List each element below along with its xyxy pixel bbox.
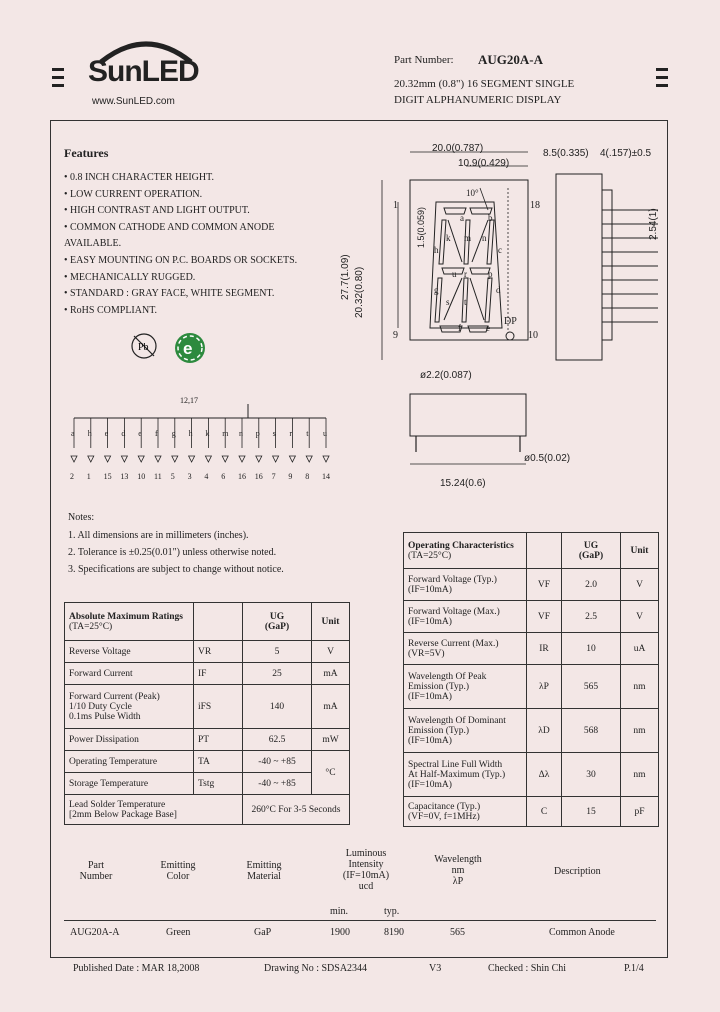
circuit-pin: 16 xyxy=(238,472,246,481)
diode-symbol xyxy=(323,456,329,462)
features-title: Features xyxy=(64,146,109,160)
diode-symbol xyxy=(205,456,211,462)
abs-max-title: Absolute Maximum Ratings xyxy=(69,611,184,622)
table-row: Operating Temperature TA -40 ~ +85 °C xyxy=(65,751,350,773)
note-1: 1. All dimensions are in millimeters (inches). xyxy=(68,530,249,541)
dim-pin-diameter: ø0.5(0.02) xyxy=(524,453,571,464)
sel-color: Green xyxy=(166,927,191,938)
segment-letter: p xyxy=(488,269,493,279)
table-row: Reverse Current (Max.) (VR=5V) IR 10 uA xyxy=(404,633,659,665)
feature-item: • HIGH CONTRAST AND LIGHT OUTPUT. xyxy=(64,205,250,217)
segment-letter: h xyxy=(434,245,439,255)
header-desc-2: DIGIT ALPHANUMERIC DISPLAY xyxy=(394,94,562,106)
sel-part: AUG20A-A xyxy=(70,927,120,938)
feature-item: • LOW CURRENT OPERATION. xyxy=(64,188,203,200)
note-3: 3. Specifications are subject to change without notice. xyxy=(68,564,284,575)
segment-letters xyxy=(430,205,510,335)
diode-symbol xyxy=(172,456,178,462)
brand-logo: SunLED xyxy=(88,55,199,88)
abs-max-table xyxy=(64,602,350,825)
notes-title: Notes: xyxy=(68,512,95,523)
logo-bar-right-3 xyxy=(656,84,668,87)
circuit-pin: 2 xyxy=(70,472,74,481)
diode-symbol xyxy=(306,456,312,462)
sel-min: 1900 xyxy=(330,927,350,938)
diode-symbol xyxy=(138,456,144,462)
segment-letter: f xyxy=(458,323,461,333)
circuit-letter: p xyxy=(255,429,260,438)
sel-typ: 8190 xyxy=(384,927,404,938)
abs-max-col-ug: UG xyxy=(269,611,285,622)
feature-item: • 0.8 INCH CHARACTER HEIGHT. xyxy=(64,172,214,183)
segment-letter: s xyxy=(446,297,450,307)
diode-symbol xyxy=(71,456,77,462)
circuit-letter: h xyxy=(87,429,92,438)
circuit-pin: 9 xyxy=(288,472,293,481)
segment-letter: g xyxy=(434,285,439,295)
common-pins-label: 12,17 xyxy=(180,396,198,405)
logo-bar-right-2 xyxy=(656,76,668,79)
dim-angle: 10° xyxy=(466,188,479,198)
segment-letter: n xyxy=(482,233,487,243)
bottom-view-drawing xyxy=(400,390,540,470)
feature-item: • STANDARD : GRAY FACE, WHITE SEGMENT. xyxy=(64,288,275,300)
sel-description: Common Anode xyxy=(549,927,615,938)
circuit-pin: 16 xyxy=(254,472,263,481)
circuit-pin: 4 xyxy=(204,472,209,481)
footer-checked: Checked : Shin Chi xyxy=(488,963,567,974)
segment-letter: t xyxy=(464,297,467,307)
svg-text:e: e xyxy=(183,339,193,358)
diode-symbol xyxy=(105,456,111,462)
table-row: Forward Current IF 25 mA xyxy=(65,663,350,685)
circuit-letter: d xyxy=(121,429,126,438)
table-row: Forward Voltage (Typ.) (IF=10mA) VF 2.0 V xyxy=(404,569,659,601)
segment-letter: b xyxy=(488,213,493,223)
circuit-letter: n xyxy=(239,429,243,438)
circuit-letter: a xyxy=(71,429,75,438)
sel-material: GaP xyxy=(254,927,272,938)
sel-divider xyxy=(64,920,656,921)
header-desc-1: 20.32mm (0.8") 16 SEGMENT SINGLE xyxy=(394,78,575,90)
logo-bar-left-3 xyxy=(52,84,64,87)
table-row: Wavelength Of Peak Emission (Typ.) (IF=10mA) λP 565 nm xyxy=(404,665,659,709)
logo-bar-left-1 xyxy=(52,68,64,71)
dim-pitch: 2.54(1) xyxy=(648,208,659,240)
feature-item: • EASY MOUNTING ON P.C. BOARDS OR SOCKETS. xyxy=(64,254,298,266)
footer-drawing: Drawing No : SDSA2344 xyxy=(264,963,368,974)
dp-label: DP xyxy=(504,316,517,327)
feature-item: • MECHANICALLY RUGGED. xyxy=(64,271,196,283)
front-view-drawing xyxy=(370,140,670,370)
diode-symbol xyxy=(289,456,295,462)
footer-published: Published Date : MAR 18,2008 xyxy=(73,963,200,974)
diode-symbol xyxy=(189,456,195,462)
diode-symbol xyxy=(121,456,127,462)
dim-row-spacing: 15.24(0.6) xyxy=(440,478,486,489)
table-row: Spectral Line Full Width At Half-Maximum (Typ.) (IF=10mA) Δλ 30 nm xyxy=(404,753,659,797)
circuit-pin: 1 xyxy=(86,472,91,481)
segment-letter: a xyxy=(460,213,464,223)
circuit-pin: 15 xyxy=(103,472,112,481)
svg-text:Pb: Pb xyxy=(138,342,149,353)
circuit-pin: 5 xyxy=(170,472,175,481)
circuit-letter: e xyxy=(104,429,109,438)
circuit-letter: k xyxy=(205,429,210,438)
dim-seg-top: 1.5(0.059) xyxy=(416,206,426,248)
circuit-letter: m xyxy=(222,429,229,438)
diode-symbol xyxy=(273,456,279,462)
circuit-letter: r xyxy=(289,429,293,438)
rohs-e-icon xyxy=(172,330,208,366)
note-2: 2. Tolerance is ±0.25(0.01") unless otherwise noted. xyxy=(68,547,277,558)
sel-col-intensity: Luminous Intensity (IF=10mA) ucd xyxy=(342,848,390,892)
dim-side-a: 8.5(0.335) xyxy=(543,148,589,159)
circuit-letters xyxy=(60,429,340,441)
sel-col-wavelength: Wavelength nm λP xyxy=(434,854,482,887)
circuit-letter: t xyxy=(306,429,309,438)
features-list xyxy=(64,170,297,319)
dim-char-height: 20.32(0.80) xyxy=(354,266,365,318)
table-row: Wavelength Of Dominant Emission (Typ.) (IF=10mA) λD 568 nm xyxy=(404,709,659,753)
part-number-value: AUG20A-A xyxy=(478,52,543,67)
circuit-letter: s xyxy=(272,429,276,438)
pin-10-label: 10 xyxy=(528,330,538,341)
dim-width: 20.0(0.787) xyxy=(432,143,484,154)
sel-sub-typ: typ. xyxy=(384,906,400,917)
pin-9-label: 9 xyxy=(393,330,398,341)
circuit-letter: e xyxy=(138,429,142,438)
op-char-title: Operating Characteristics xyxy=(408,540,514,551)
segment-letter: k xyxy=(446,233,451,243)
circuit-pin: 13 xyxy=(120,472,129,481)
abs-max-col-mat: (GaP) xyxy=(264,621,290,632)
diode-symbol xyxy=(256,456,262,462)
circuit-letter: u xyxy=(323,429,327,438)
sel-col-description: Description xyxy=(554,866,601,877)
dim-side-b: 4(.157)±0.5 xyxy=(600,148,652,159)
circuit-letter: f xyxy=(155,429,158,438)
feature-item: • COMMON CATHODE AND COMMON ANODE xyxy=(64,221,275,233)
circuit-pin: 11 xyxy=(154,472,162,481)
footer-version: V3 xyxy=(429,963,442,974)
segment-letter: e xyxy=(486,323,490,333)
sel-sub-min: min. xyxy=(330,906,349,917)
segment-letter: c xyxy=(498,245,502,255)
table-row: Forward Voltage (Max.) (IF=10mA) VF 2.5 V xyxy=(404,601,659,633)
logo-bar-left-2 xyxy=(52,76,64,79)
table-row: Capacitance (Typ.) (VF=0V, f=1MHz) C 15 pF xyxy=(404,797,659,827)
circuit-letter: g xyxy=(171,429,176,438)
circuit-pin: 6 xyxy=(221,472,226,481)
table-row: Lead Solder Temperature [2mm Below Package Base] 260°C For 3-5 Seconds xyxy=(65,795,350,825)
segment-letter: d xyxy=(496,285,501,295)
pin-1-label: 1 xyxy=(393,200,398,211)
sel-col-color: Emitting Color xyxy=(160,860,196,882)
circuit-pin: 14 xyxy=(322,472,330,481)
segment-letter: m xyxy=(464,233,472,243)
logo-bar-right-1 xyxy=(656,68,668,71)
op-char-table: Operating Characteristics (TA=25°C) UG (GaP) Unit Forward Voltage (Typ.) (IF=10mA) VF 2.0 V Forward Voltage (Max.) (IF=10mA) VF 2.5 V Reverse Current (Max.) (VR=5V) IR 10 uA Wavelength Of Peak Emission (Typ.) (IF=10mA) λP 565 nm Wavelength Of Dominant Emission (Typ.) (IF=10mA) λD 568 nm Spectral Line Full Width At Half-Maximum (Typ.) (IF=10mA) Δλ 30 nm Capacitance (Typ.) (VF=0V, f=1MHz) C 15 pF xyxy=(403,532,659,827)
segment-letter: r xyxy=(464,269,467,279)
brand-url[interactable]: www.SunLED.com xyxy=(92,96,175,107)
op-char-cond: (TA=25°C) xyxy=(408,550,452,561)
circuit-pin: 3 xyxy=(187,472,192,481)
circuit-pin: 7 xyxy=(271,472,276,481)
part-number-label: Part Number: xyxy=(394,54,454,66)
sel-col-material: Emitting Material xyxy=(246,860,282,882)
feature-item: AVAILABLE. xyxy=(64,238,122,250)
diode-symbol xyxy=(239,456,245,462)
circuit-letter: h xyxy=(188,429,193,438)
footer-page: P.1/4 xyxy=(624,963,644,974)
pin-18-label: 18 xyxy=(530,200,540,211)
diode-symbol xyxy=(155,456,161,462)
abs-max-cond: (TA=25°C) xyxy=(69,621,113,632)
table-row: Forward Current (Peak) 1/10 Duty Cycle 0.1ms Pulse Width iFS 140 mA xyxy=(65,685,350,729)
dim-half-width: 10.9(0.429) xyxy=(458,158,510,169)
sel-wavelength: 565 xyxy=(450,927,465,938)
lead-free-icon xyxy=(128,330,160,362)
diode-symbol xyxy=(222,456,228,462)
table-row: Reverse Voltage VR 5 V xyxy=(65,641,350,663)
dim-height: 27.7(1.09) xyxy=(340,254,351,300)
circuit-pin: 8 xyxy=(305,472,310,481)
segment-letter: u xyxy=(452,269,457,279)
table-row: Storage Temperature Tstg -40 ~ +85 xyxy=(65,773,350,795)
feature-item: • RoHS COMPLIANT. xyxy=(64,304,158,316)
sel-col-part: Part Number xyxy=(79,860,113,882)
circuit-pins xyxy=(60,472,340,484)
abs-max-col-unit: Unit xyxy=(321,616,340,627)
dim-dp-diameter: ø2.2(0.087) xyxy=(420,370,472,381)
diode-symbol xyxy=(88,456,94,462)
table-row: Power Dissipation PT 62.5 mW xyxy=(65,729,350,751)
circuit-pin: 10 xyxy=(137,472,146,481)
